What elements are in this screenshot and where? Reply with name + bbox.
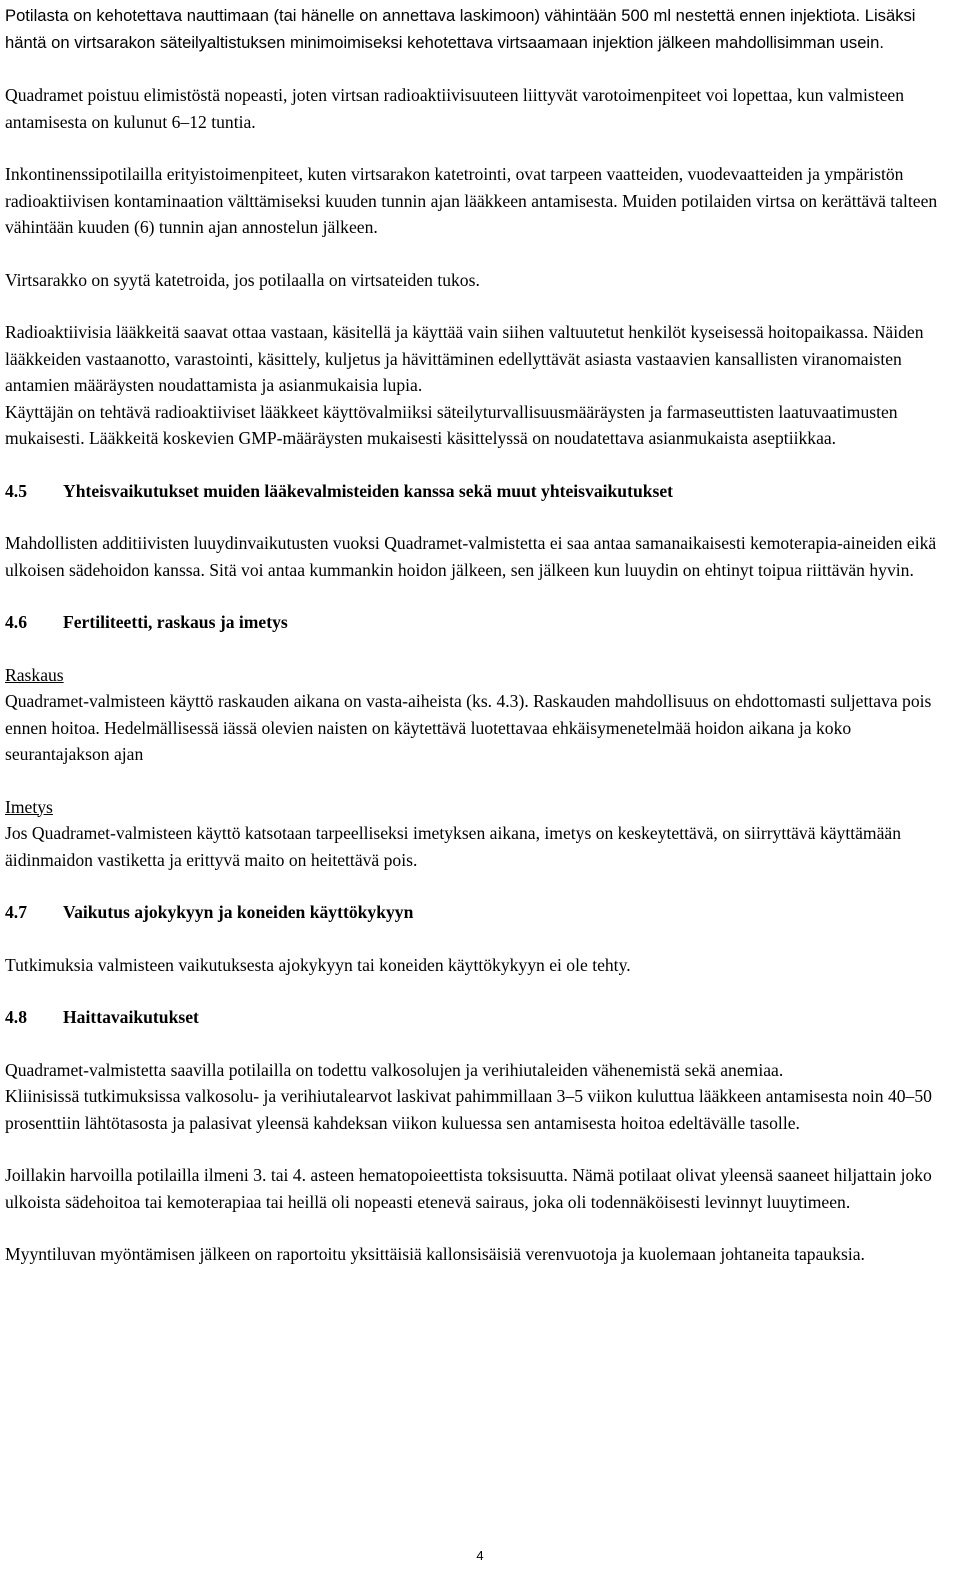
- section-heading-4-8: [5, 1004, 953, 1031]
- paragraph-adverse-c: Joillakin harvoilla potilailla ilmeni 3. tai 4. asteen hematopoieettista toksisuutta. Nämä potilaat olivat yleensä saaneet hiljattain joko ulkoista sädehoitoa tai kemoterapiaa tai heillä oli nopeasti etenevä sairaus, joka oli todennäköisesti levinnyt luuytimeen.: [5, 1165, 932, 1212]
- paragraph-hydration: Potilasta on kehotettava nauttimaan (tai hänelle on annettava laskimoon) vähintään 500 ml nestettä ennen injektiota. Lisäksi häntä on virtsarakon säteilyaltistuksen minimoimiseksi kehotettava virtsaamaan injektion jälkeen mahdollisimman usein.: [5, 6, 916, 52]
- section-title: Haittavaikutukset: [63, 1007, 199, 1027]
- section-number: 4.7: [5, 902, 27, 922]
- section-title: Yhteisvaikutukset muiden lääkevalmisteiden kanssa sekä muut yhteisvaikutukset: [63, 480, 674, 501]
- paragraph-driving: Tutkimuksia valmisteen vaikutuksesta ajokykyyn tai koneiden käyttökykyyn ei ole tehty.: [5, 954, 631, 975]
- paragraph-breastfeeding: Jos Quadramet-valmisteen käyttö katsotaan tarpeelliseksi imetyksen aikana, imetys on keskeytettävä, on siirryttävä käyttämään äidinmaidon vastiketta ja erittyvä maito on heitettävä pois.: [5, 823, 902, 870]
- section-title: Vaikutus ajokykyyn ja koneiden käyttökykyyn: [63, 902, 414, 922]
- paragraph-adverse-b: Kliinisissä tutkimuksissa valkosolu- ja verihiutalearvot laskivat pahimmillaan 3–5 viikon kuluttua lääkkeen antamisesta noin 40–50 prosenttiin lähtötasosta ja palasivat yleensä kahdeksan viikon kuluessa sen antamisesta hoitoa edeltävälle tasolle.: [5, 1086, 932, 1133]
- subheading-breastfeeding: Imetys: [5, 796, 53, 817]
- section-title: Fertiliteetti, raskaus ja imetys: [63, 612, 288, 632]
- paragraph-elimination: Quadramet poistuu elimistöstä nopeasti, joten virtsan radioaktiivisuuteen liittyvät varotoimenpiteet voi lopettaa, kun valmisteen antamisesta on kulunut 6–12 tuntia.: [5, 85, 905, 132]
- page-number: 4: [476, 1548, 484, 1563]
- paragraph-catheter: Virtsarakko on syytä katetroida, jos potilaalla on virtsateiden tukos.: [5, 269, 480, 290]
- section-number: 4.8: [5, 1007, 27, 1027]
- document-page: [5, 3, 953, 1268]
- paragraph-radio-handling: Radioaktiivisia lääkkeitä saavat ottaa vastaan, käsitellä ja käyttää vain siihen valtuutetut henkilöt kyseisessä hoitopaikassa. Näiden lääkkeiden vastaanotto, varastointi, käsittely, kuljetus ja hävittäminen edellyttävät asiasta vastaavien kansallisten viranomaisten antamien määräysten noudattamista ja asianmukaisia lupia.: [5, 322, 924, 395]
- section-number: 4.5: [5, 480, 27, 501]
- section-heading-4-6: [5, 609, 953, 636]
- section-number: 4.6: [5, 612, 27, 632]
- paragraph-user-duty: Käyttäjän on tehtävä radioaktiiviset lääkkeet käyttövalmiiksi säteilyturvallisuusmääräysten ja farmaseuttisten laatuvaatimusten mukaisesti. Lääkkeitä koskevien GMP-määräysten mukaisesti käsittelyssä on noudatettava asianmukaista aseptiikkaa.: [5, 401, 898, 448]
- paragraph-adverse-a: Quadramet-valmistetta saavilla potilailla on todettu valkosolujen ja verihiutaleiden vähenemistä sekä anemiaa.: [5, 1059, 784, 1080]
- section-heading-4-7: [5, 899, 953, 926]
- paragraph-incontinence: Inkontinenssipotilailla erityistoimenpiteet, kuten virtsarakon katetrointi, ovat tarpeen vaatteiden, vuodevaatteiden ja ympäristön radioaktiivisen kontaminaation välttämiseksi kuuden tunnin ajan lääkkeen antamisesta. Muiden potilaiden virtsa on kerättävä talteen vähintään kuuden (6) tunnin ajan annostelun jälkeen.: [5, 164, 938, 237]
- subheading-pregnancy: Raskaus: [5, 664, 64, 685]
- paragraph-adverse-d: Myyntiluvan myöntämisen jälkeen on raportoitu yksittäisiä kallonsisäisiä verenvuotoja ja kuolemaan johtaneita tapauksia.: [5, 1244, 865, 1264]
- section-heading-4-5: [5, 478, 953, 505]
- paragraph-pregnancy: Quadramet-valmisteen käyttö raskauden aikana on vasta-aiheista (ks. 4.3). Raskauden mahdollisuus on ehdottomasti suljettava pois ennen hoitoa. Hedelmällisessä iässä olevien naisten on käytettävä luotettavaa ehkäisymenetelmää hoidon aikana ja koko seurantajakson ajan: [5, 691, 932, 764]
- paragraph-interactions: Mahdollisten additiivisten luuydinvaikutusten vuoksi Quadramet-valmistetta ei saa antaa samanaikaisesti kemoterapia-aineiden eikä ulkoisen sädehoidon kanssa. Sitä voi antaa kummankin hoidon jälkeen, sen jälkeen kun luuydin on ehtinyt toipua riittävän hyvin.: [5, 533, 937, 580]
